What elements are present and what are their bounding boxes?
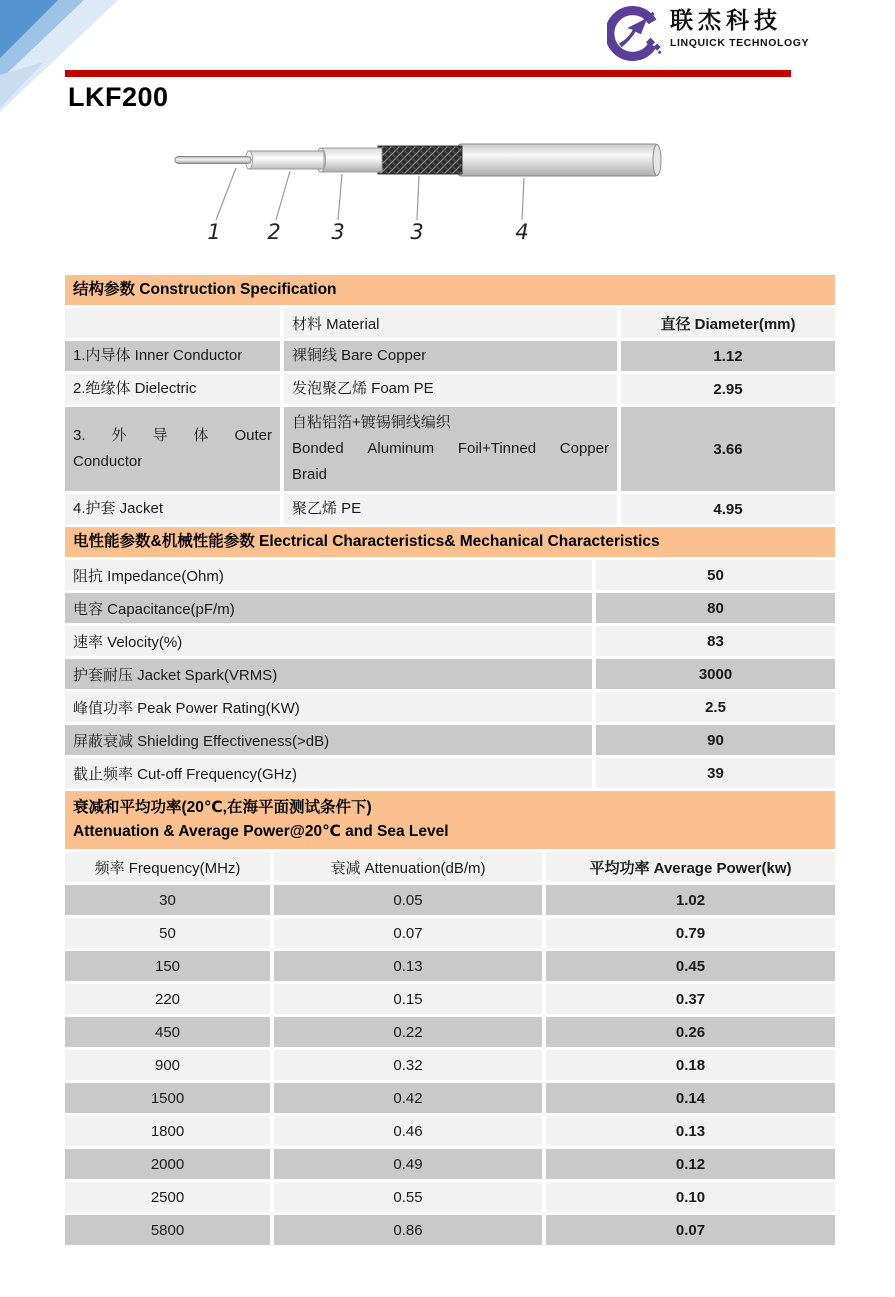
attenuation-cell: 0.55	[274, 1182, 542, 1212]
diagram-label-3b: 3	[410, 220, 424, 244]
average-power-cell: 0.07	[546, 1215, 835, 1245]
attenuation-col-header: 衰减 Attenuation(dB/m)	[274, 852, 542, 882]
spec-diameter-cell: 4.95	[621, 494, 835, 524]
electrical-row	[65, 692, 835, 722]
attenuation-cell: 0.49	[274, 1149, 542, 1179]
electrical-value-cell: 90	[596, 725, 835, 755]
electrical-section-header: 电性能参数&机械性能参数 Electrical Characteristics& Mechanical Characteristics	[65, 527, 835, 557]
frequency-cell: 150	[65, 951, 270, 981]
spec-content	[65, 275, 835, 1245]
electrical-value-cell: 83	[596, 626, 835, 656]
frequency-cell: 2500	[65, 1182, 270, 1212]
header-rule	[65, 70, 791, 77]
attenuation-table	[65, 852, 835, 1245]
spec-material-cell: 自粘铝箔+镀锡铜线编织 Bonded Aluminum Foil+Tinned Copper Braid	[284, 407, 617, 491]
average-power-cell: 0.79	[546, 918, 835, 948]
attenuation-cell: 0.86	[274, 1215, 542, 1245]
attenuation-cell: 0.22	[274, 1017, 542, 1047]
company-logo	[607, 6, 809, 61]
attenuation-cell: 0.15	[274, 984, 542, 1014]
diagram-label-2: 2	[267, 220, 281, 244]
frequency-cell: 900	[65, 1050, 270, 1080]
cable-illustration	[160, 138, 680, 222]
attenuation-row	[65, 984, 835, 1014]
average-power-cell: 0.45	[546, 951, 835, 981]
frequency-cell: 1800	[65, 1116, 270, 1146]
attenuation-row	[65, 918, 835, 948]
average-power-cell: 1.02	[546, 885, 835, 915]
average-power-cell: 0.10	[546, 1182, 835, 1212]
average-power-cell: 0.26	[546, 1017, 835, 1047]
spec-name-cell: 2.绝缘体 Dielectric	[65, 374, 280, 404]
product-title: LKF200	[68, 82, 169, 112]
attenuation-col-header: 频率 Frequency(MHz)	[65, 852, 270, 882]
average-power-cell: 0.18	[546, 1050, 835, 1080]
spec-material-cell: 聚乙烯 PE	[284, 494, 617, 524]
attenuation-row	[65, 1149, 835, 1179]
spec-diameter-cell: 3.66	[621, 407, 835, 491]
attenuation-cell: 0.32	[274, 1050, 542, 1080]
frequency-cell: 450	[65, 1017, 270, 1047]
electrical-label-cell: 速率 Velocity(%)	[65, 626, 592, 656]
attenuation-col-header: 平均功率 Average Power(kw)	[546, 852, 835, 882]
electrical-label-cell: 屏蔽衰减 Shielding Effectiveness(>dB)	[65, 725, 592, 755]
spec-col-material: 材料 Material	[284, 308, 617, 338]
average-power-cell: 0.12	[546, 1149, 835, 1179]
average-power-cell: 0.37	[546, 984, 835, 1014]
attenuation-row	[65, 1050, 835, 1080]
frequency-cell: 220	[65, 984, 270, 1014]
diagram-label-3a: 3	[331, 220, 345, 244]
electrical-row	[65, 758, 835, 788]
attenuation-row	[65, 1215, 835, 1245]
construction-section-header: 结构参数 Construction Specification	[65, 275, 835, 305]
attenuation-cell: 0.46	[274, 1116, 542, 1146]
attenuation-title-cn: 衰减和平均功率(20℃,在海平面测试条件下)	[73, 799, 372, 817]
attenuation-row	[65, 1017, 835, 1047]
electrical-value-cell: 2.5	[596, 692, 835, 722]
frequency-cell: 2000	[65, 1149, 270, 1179]
spec-name-cell: 1.内导体 Inner Conductor	[65, 341, 280, 371]
electrical-value-cell: 3000	[596, 659, 835, 689]
spec-col-diameter: 直径 Diameter(mm)	[621, 308, 835, 338]
construction-table	[65, 308, 835, 524]
frequency-cell: 5800	[65, 1215, 270, 1245]
electrical-value-cell: 39	[596, 758, 835, 788]
attenuation-header-row	[65, 852, 835, 882]
spec-row	[65, 374, 835, 404]
attenuation-title-en: Attenuation & Average Power@20℃ and Sea Level	[73, 823, 449, 841]
attenuation-section-header	[65, 791, 835, 849]
spec-material-cell: 发泡聚乙烯 Foam PE	[284, 374, 617, 404]
attenuation-cell: 0.05	[274, 885, 542, 915]
average-power-cell: 0.13	[546, 1116, 835, 1146]
electrical-row	[65, 626, 835, 656]
company-name-cn: 联杰科技	[670, 7, 782, 33]
frequency-cell: 50	[65, 918, 270, 948]
frequency-cell: 1500	[65, 1083, 270, 1113]
electrical-label-cell: 峰值功率 Peak Power Rating(KW)	[65, 692, 592, 722]
electrical-row	[65, 725, 835, 755]
spec-header-row	[65, 308, 835, 338]
spec-row	[65, 494, 835, 524]
electrical-label-cell: 阻抗 Impedance(Ohm)	[65, 560, 592, 590]
electrical-row	[65, 659, 835, 689]
attenuation-row	[65, 951, 835, 981]
electrical-label-cell: 截止频率 Cut-off Frequency(GHz)	[65, 758, 592, 788]
spec-corner-cell	[65, 308, 280, 338]
electrical-value-cell: 50	[596, 560, 835, 590]
electrical-label-cell: 护套耐压 Jacket Spark(VRMS)	[65, 659, 592, 689]
attenuation-cell: 0.07	[274, 918, 542, 948]
electrical-label-cell: 电容 Capacitance(pF/m)	[65, 593, 592, 623]
spec-material-cell: 裸铜线 Bare Copper	[284, 341, 617, 371]
logo-icon	[607, 6, 662, 61]
spec-row	[65, 407, 835, 491]
attenuation-cell: 0.42	[274, 1083, 542, 1113]
attenuation-row	[65, 1116, 835, 1146]
average-power-cell: 0.14	[546, 1083, 835, 1113]
frequency-cell: 30	[65, 885, 270, 915]
diagram-label-4: 4	[515, 220, 529, 244]
spec-name-cell: 3. 外 导 体 Outer Conductor	[65, 407, 280, 491]
diagram-label-1: 1	[207, 220, 221, 244]
cable-diagram	[160, 138, 680, 253]
spec-row	[65, 341, 835, 371]
electrical-row	[65, 593, 835, 623]
electrical-row	[65, 560, 835, 590]
spec-name-cell: 4.护套 Jacket	[65, 494, 280, 524]
attenuation-row	[65, 885, 835, 915]
company-name-en: LINQUICK TECHNOLOGY	[670, 36, 810, 49]
attenuation-cell: 0.13	[274, 951, 542, 981]
electrical-value-cell: 80	[596, 593, 835, 623]
electrical-table	[65, 560, 835, 788]
attenuation-row	[65, 1083, 835, 1113]
attenuation-row	[65, 1182, 835, 1212]
spec-diameter-cell: 1.12	[621, 341, 835, 371]
spec-diameter-cell: 2.95	[621, 374, 835, 404]
